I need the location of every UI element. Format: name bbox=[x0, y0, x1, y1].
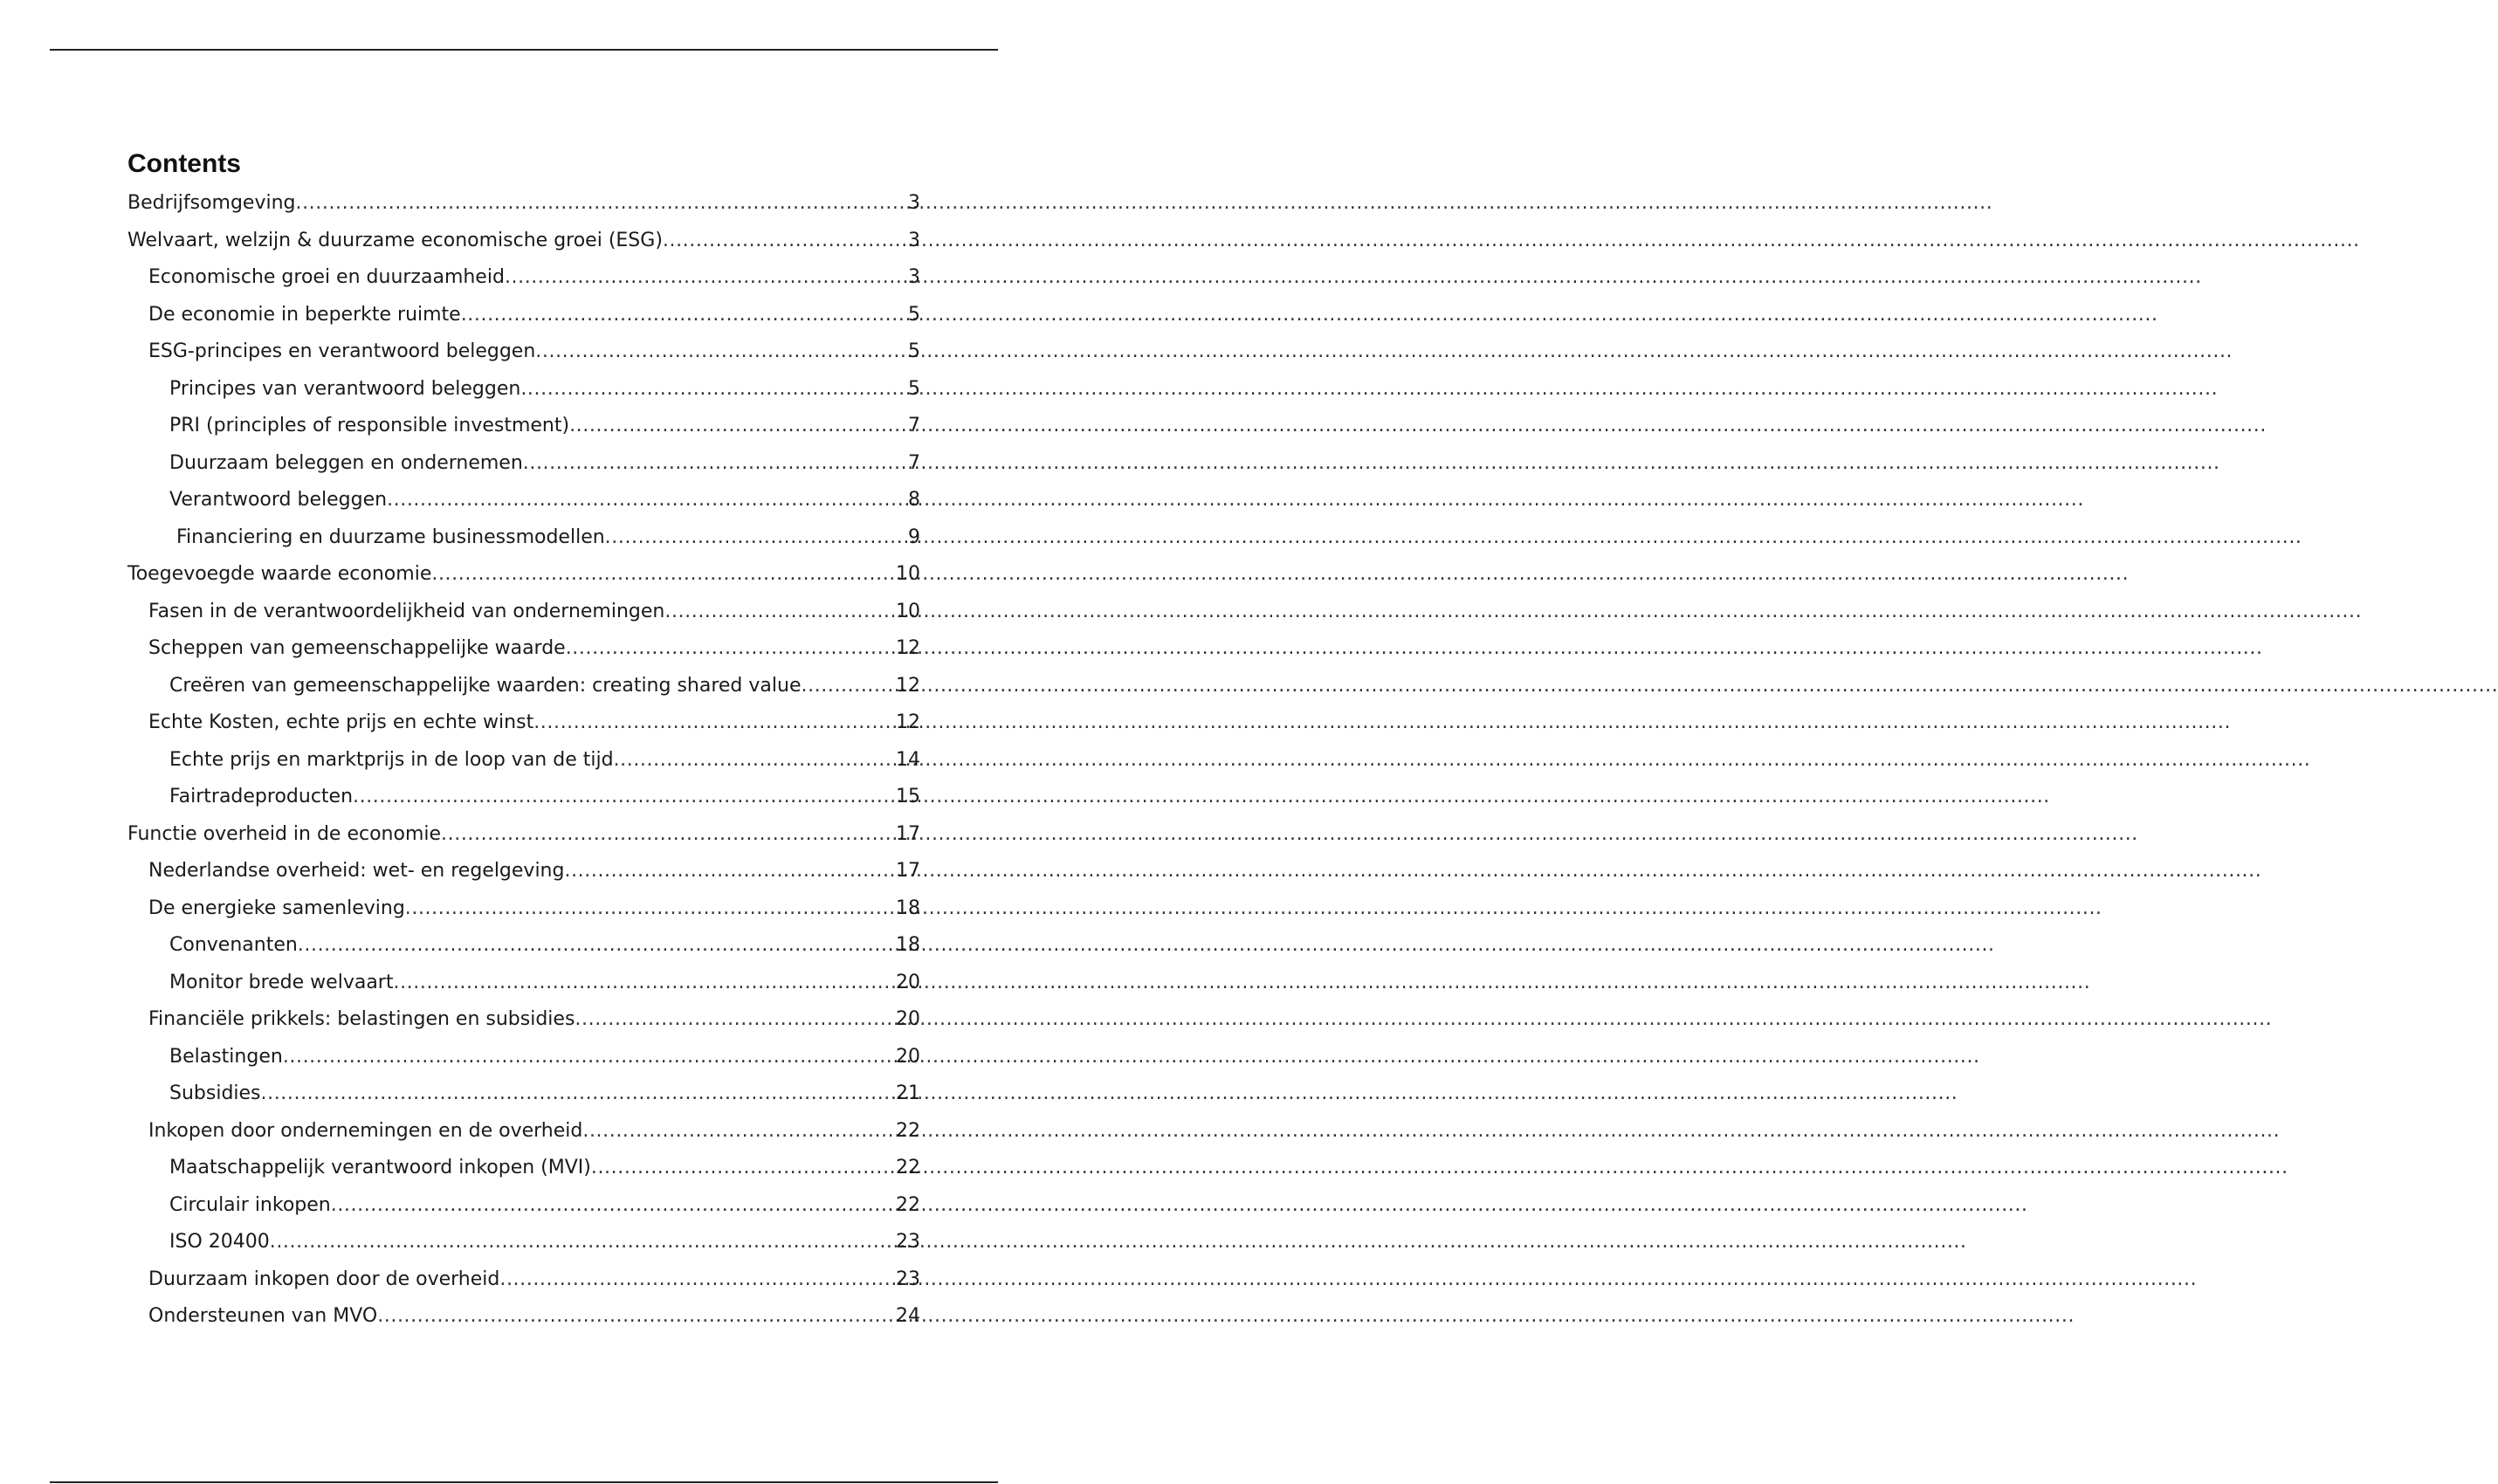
toc-entry-page: 20 bbox=[896, 1045, 920, 1068]
toc-entry[interactable] bbox=[127, 816, 920, 854]
toc-dot-leader bbox=[533, 704, 896, 742]
toc-dot-leader bbox=[802, 668, 897, 705]
toc-entry-text: Maatschappelijk verantwoord inkopen (MVI) bbox=[169, 1157, 591, 1178]
toc-entry[interactable] bbox=[127, 1039, 920, 1076]
toc-entry[interactable] bbox=[127, 853, 920, 890]
toc-entry-text: Circulair inkopen bbox=[169, 1193, 331, 1216]
toc-entry-page: 22 bbox=[896, 1193, 920, 1216]
toc-entry-page: 5 bbox=[908, 377, 920, 400]
toc-dot-leader bbox=[261, 1075, 896, 1113]
toc-entry[interactable] bbox=[127, 742, 920, 780]
toc-entry-text: Economische groei en duurzaamheid bbox=[148, 266, 505, 288]
toc-entry-text: Financiering en duurzame businessmodellen bbox=[176, 526, 605, 548]
toc-entry-page: 9 bbox=[908, 526, 920, 548]
toc-entry-page: 10 bbox=[896, 563, 920, 585]
toc-entry-text: Welvaart, welzijn & duurzame economische groei (ESG) bbox=[127, 229, 663, 251]
toc-entry-page: 23 bbox=[896, 1231, 920, 1253]
toc-dot-leader bbox=[387, 482, 908, 519]
table-of-contents bbox=[127, 147, 920, 1336]
toc-dot-leader bbox=[393, 965, 896, 1002]
toc-entry-text: Toegevoegde waarde economie bbox=[127, 563, 432, 585]
toc-dot-leader bbox=[566, 630, 896, 668]
toc-entry-page: 22 bbox=[896, 1157, 920, 1178]
toc-entry-text: Duurzaam inkopen door de overheid bbox=[148, 1268, 500, 1290]
toc-entry-page: 12 bbox=[896, 711, 920, 733]
toc-entry-text: De economie in beperkte ruimte bbox=[148, 303, 461, 326]
toc-dot-leader bbox=[353, 779, 896, 816]
toc-entry-text: Scheppen van gemeenschappelijke waarde bbox=[148, 637, 566, 659]
toc-entry[interactable] bbox=[127, 594, 920, 631]
toc-entry[interactable] bbox=[127, 779, 920, 816]
toc-entry[interactable] bbox=[127, 482, 920, 519]
toc-entry-page: 14 bbox=[896, 748, 920, 771]
toc-entry-page: 17 bbox=[896, 860, 920, 882]
toc-dot-leader bbox=[523, 445, 908, 483]
toc-dot-leader bbox=[614, 742, 896, 780]
footer-rule bbox=[50, 1481, 998, 1483]
toc-entry-page: 18 bbox=[896, 934, 920, 956]
toc-dot-leader bbox=[591, 1150, 896, 1187]
toc-entry-text: De energieke samenleving bbox=[148, 897, 405, 919]
toc-entry[interactable] bbox=[127, 1261, 920, 1299]
toc-entry-page: 3 bbox=[908, 192, 920, 214]
toc-entry[interactable] bbox=[127, 185, 920, 223]
toc-dot-leader bbox=[441, 816, 896, 854]
toc-dot-leader bbox=[431, 556, 896, 594]
toc-entry-page: 8 bbox=[908, 489, 920, 511]
toc-entry-text: Subsidies bbox=[169, 1082, 261, 1104]
toc-entry[interactable] bbox=[127, 1187, 920, 1225]
toc-entry[interactable] bbox=[127, 1001, 920, 1039]
toc-entry-text: Verantwoord beleggen bbox=[169, 489, 388, 511]
toc-dot-leader bbox=[296, 185, 909, 223]
toc-entry-page: 7 bbox=[908, 415, 920, 436]
toc-entry-text: Echte Kosten, echte prijs en echte winst bbox=[148, 711, 534, 733]
toc-entry[interactable] bbox=[127, 371, 920, 409]
toc-entry[interactable] bbox=[127, 259, 920, 297]
toc-entry[interactable] bbox=[127, 668, 920, 705]
toc-entry-text: PRI (principles of responsible investment) bbox=[169, 415, 570, 436]
toc-entry-page: 5 bbox=[908, 303, 920, 326]
toc-dot-leader bbox=[377, 1298, 896, 1336]
toc-entry[interactable] bbox=[127, 965, 920, 1002]
toc-entry[interactable] bbox=[127, 297, 920, 334]
toc-dot-leader bbox=[331, 1187, 896, 1225]
toc-list bbox=[127, 185, 920, 1336]
toc-dot-leader bbox=[405, 890, 896, 928]
toc-entry-text: ESG-principes en verantwoord beleggen bbox=[148, 340, 536, 362]
toc-entry-text: Monitor brede welvaart bbox=[169, 971, 394, 993]
toc-entry-page: 5 bbox=[908, 340, 920, 362]
toc-dot-leader bbox=[564, 853, 896, 890]
toc-entry-text: Financiële prikkels: belastingen en subsidies bbox=[148, 1008, 575, 1030]
toc-dot-leader bbox=[663, 223, 908, 260]
toc-dot-leader bbox=[270, 1224, 896, 1261]
toc-entry-text: Ondersteunen van MVO bbox=[148, 1305, 378, 1327]
toc-entry[interactable] bbox=[127, 1075, 920, 1113]
toc-dot-leader bbox=[461, 297, 908, 334]
toc-entry-page: 22 bbox=[896, 1119, 920, 1142]
toc-entry-text: Fairtradeproducten bbox=[169, 786, 354, 807]
toc-entry-page: 20 bbox=[896, 971, 920, 993]
toc-entry[interactable] bbox=[127, 927, 920, 965]
toc-dot-leader bbox=[605, 519, 908, 557]
toc-entry-page: 7 bbox=[908, 451, 920, 474]
toc-entry-page: 3 bbox=[908, 229, 920, 251]
toc-dot-leader bbox=[575, 1001, 896, 1039]
toc-entry-page: 23 bbox=[896, 1268, 920, 1290]
toc-entry[interactable] bbox=[127, 630, 920, 668]
toc-entry-text: Principes van verantwoord beleggen bbox=[169, 377, 521, 400]
toc-entry-text: Convenanten bbox=[169, 934, 298, 956]
toc-entry-text: Nederlandse overheid: wet- en regelgeving bbox=[148, 860, 565, 882]
toc-entry-page: 20 bbox=[896, 1008, 920, 1030]
toc-entry-text: ISO 20400 bbox=[169, 1231, 270, 1253]
toc-entry[interactable] bbox=[127, 1113, 920, 1151]
toc-entry-text: Inkopen door ondernemingen en de overheid bbox=[148, 1119, 583, 1142]
toc-entry[interactable] bbox=[127, 890, 920, 928]
toc-entry-text: Functie overheid in de economie bbox=[127, 822, 442, 845]
toc-dot-leader bbox=[535, 333, 908, 371]
toc-entry-text: Creëren van gemeenschappelijke waarden: creating shared value bbox=[169, 674, 802, 697]
toc-dot-leader bbox=[582, 1113, 896, 1151]
toc-dot-leader bbox=[520, 371, 908, 409]
toc-entry-page: 12 bbox=[896, 637, 920, 659]
toc-dot-leader bbox=[569, 408, 908, 445]
toc-entry[interactable] bbox=[127, 333, 920, 371]
toc-entry-page: 12 bbox=[896, 674, 920, 697]
toc-entry-page: 18 bbox=[896, 897, 920, 919]
toc-entry-page: 21 bbox=[896, 1082, 920, 1104]
toc-entry[interactable] bbox=[127, 223, 920, 260]
toc-dot-leader bbox=[283, 1039, 896, 1076]
toc-entry-page: 3 bbox=[908, 266, 920, 288]
toc-entry[interactable] bbox=[127, 704, 920, 742]
toc-entry-text: Duurzaam beleggen en ondernemen bbox=[169, 451, 523, 474]
toc-entry-page: 10 bbox=[896, 600, 920, 622]
toc-entry[interactable] bbox=[127, 519, 920, 557]
toc-entry[interactable] bbox=[127, 445, 920, 483]
toc-entry[interactable] bbox=[127, 408, 920, 445]
toc-entry[interactable] bbox=[127, 1298, 920, 1336]
toc-dot-leader bbox=[664, 594, 896, 631]
toc-entry-text: Fasen in de verantwoordelijkheid van ondernemingen bbox=[148, 600, 665, 622]
toc-entry-text: Belastingen bbox=[169, 1045, 283, 1068]
toc-entry-text: Echte prijs en marktprijs in de loop van de tijd bbox=[169, 748, 614, 771]
toc-dot-leader bbox=[499, 1261, 896, 1299]
toc-entry-page: 24 bbox=[896, 1305, 920, 1327]
toc-dot-leader bbox=[298, 927, 896, 965]
toc-entry[interactable] bbox=[127, 556, 920, 594]
toc-entry-page: 17 bbox=[896, 822, 920, 845]
header-rule bbox=[50, 49, 998, 51]
toc-entry[interactable] bbox=[127, 1150, 920, 1187]
toc-entry-page: 15 bbox=[896, 786, 920, 807]
toc-entry-text: Bedrijfsomgeving bbox=[127, 192, 296, 214]
toc-title: Contents bbox=[127, 149, 241, 178]
toc-dot-leader bbox=[505, 259, 908, 297]
toc-entry[interactable] bbox=[127, 1224, 920, 1261]
